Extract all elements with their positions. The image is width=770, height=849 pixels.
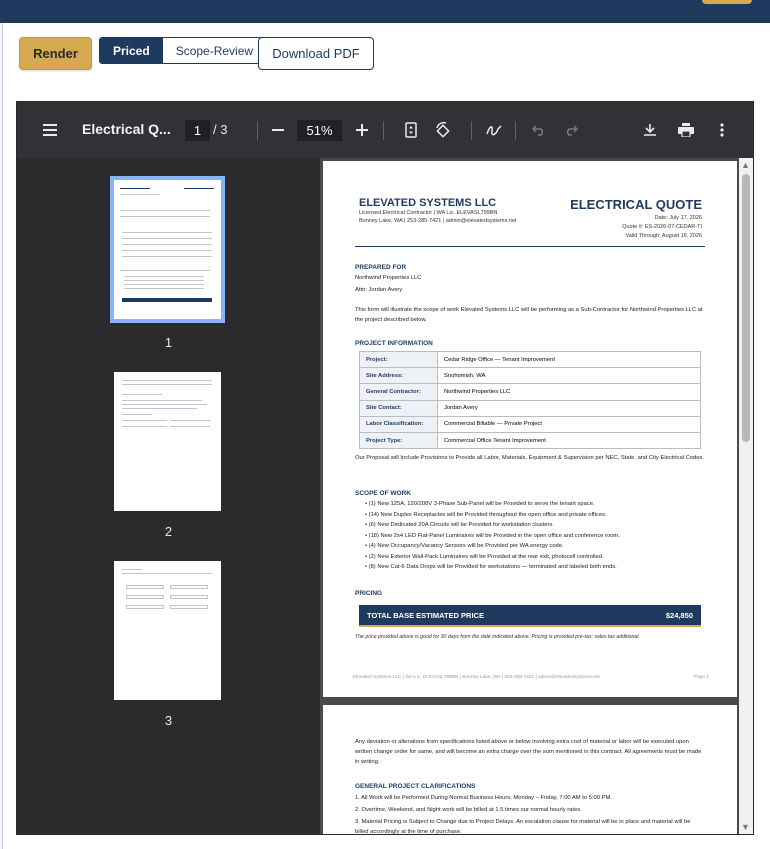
quote-date: Date: July 17, 2026 [654,215,702,221]
page-thumbnail[interactable] [114,372,221,511]
pdf-toolbar [17,102,753,158]
page-number-input[interactable]: 1 [185,120,210,141]
footer-page: Page 1 [693,675,709,680]
mode-toggle [99,37,267,64]
undo-icon[interactable] [527,118,551,142]
project-info-heading: PROJECT INFORMATION [355,340,433,347]
scope-item: • (1) New 125A, 120/208V 3-Phase Sub-Panel will be Provided to serve the tenant space. [365,501,595,507]
pdf-page-1 [323,161,737,697]
toolbar-divider [515,121,516,140]
scope-item: • (6) New Dedicated 20A Circuits will be Provided for workstation clusters. [365,522,554,528]
table-key: Site Contact: [360,400,438,416]
table-key: Site Address: [360,368,438,384]
quote-heading: ELECTRICAL QUOTE [570,197,702,212]
download-icon[interactable] [638,118,662,142]
intro-paragraph: This form will illustrate the scope of work Elevated Systems LLC will be performing as a Sub-Contractor for Northwind Properties LLC at the project described below. [355,307,703,323]
table-key: Project: [360,352,438,368]
scope-heading: SCOPE OF WORK [355,490,411,497]
table-row [360,416,701,432]
client-attn: Attn: Jordan Avery [355,287,403,293]
prepared-for-heading: PREPARED FOR [355,264,407,271]
project-info-table [359,351,701,449]
clarification-item: 3. Material Pricing is Subject to Change due to Project Delays. An escalation clause for material will be in place and material will be billed accordingly at the time of purchase. [355,819,691,834]
price-note: The price provided above is good for 30 days from the date indicated above. Pricing is provided pre-tax; sales tax additional. [355,634,640,640]
thumbnail-sidebar [17,158,320,834]
toolbar-divider [471,121,472,140]
table-row [360,368,701,384]
zoom-input[interactable]: 51% [297,120,342,141]
page-total: / 3 [213,122,228,137]
license-line: Licensed Electrical Contractor | WA Lic. ELEVASL799BN [359,210,498,216]
scope-item: • (8) New Cat-6 Data Drops will be Provided for workstations — terminated and labeled both ends. [365,564,617,570]
more-icon[interactable] [710,118,734,142]
page-thumbnail[interactable] [114,561,221,700]
redo-icon[interactable] [559,118,583,142]
pdf-page-2 [323,705,737,834]
table-row [360,432,701,448]
pricing-heading: PRICING [355,590,383,597]
annotate-icon[interactable] [482,118,506,142]
document-pane [320,158,753,834]
table-value: Commercial Office Tenant Improvement [438,432,701,448]
clarification-item: 1. All Work will be Performed During Normal Business Hours, Monday – Friday, 7:00 AM to 5:00 PM. [355,795,612,801]
clarifications-heading: GENERAL PROJECT CLARIFICATIONS [355,783,476,790]
total-price-value: $24,850 [665,610,693,620]
top-accent [702,0,752,4]
table-value: Commercial Billable — Private Project [438,416,701,432]
rotate-icon[interactable] [431,118,455,142]
table-row [360,384,701,400]
deviation-paragraph: Any deviation or alterations from specifications listed above or below involving extra cost of material or labor will be executed upon written change order for same, and will become an extra charge over the sum mentioned in this contract. All agreements must be made in writing. [355,739,702,765]
contact-line: Bonney Lake, WA | 253-285-7421 | admin@elevatedsystems.net [359,218,517,224]
page-thumbnail[interactable] [114,180,221,319]
print-icon[interactable] [674,118,698,142]
toolbar-divider [257,121,258,140]
total-price-label: TOTAL BASE ESTIMATED PRICE [367,610,484,620]
toolbar-divider [383,121,384,140]
download-pdf-button[interactable]: Download PDF [258,37,374,70]
table-key: Project Type: [360,432,438,448]
table-row [360,400,701,416]
quote-valid-through: Valid Through: August 16, 2026 [625,233,702,239]
fit-page-icon[interactable] [399,118,423,142]
provisions-paragraph: Our Proposal will Include Provisions to Provide all Labor, Materials, Equipment & Supervision per NEC, State, and City Electrical Codes. [355,455,704,461]
scope-item: • (2) New Exterior Wall-Pack Luminaires will be Provided at the rear exit, photocell controlled. [365,554,604,560]
document-title: Electrical Q... [82,121,171,137]
thumbnail-label: 1 [164,335,173,350]
vertical-scrollbar[interactable] [739,158,753,834]
company-name: ELEVATED SYSTEMS LLC [359,197,497,209]
pdf-viewer [16,101,754,835]
table-value: Snohomish, WA [438,368,701,384]
menu-icon[interactable] [38,118,62,142]
thumbnail-label: 2 [164,524,173,539]
table-value: Northwind Properties LLC [438,384,701,400]
scrollbar-thumb[interactable] [742,174,750,442]
table-key: Labor Classification: [360,416,438,432]
mode-priced-button[interactable]: Priced [100,38,163,63]
table-row [360,352,701,368]
scope-item: • (18) New 2x4 LED Flat-Panel Luminaires will be Provided in the open office and conference room. [365,533,620,539]
table-value: Jordan Avery [438,400,701,416]
footer-text: Elevated Systems LLC | WA Lic. ELEVASL799BN | Bonney Lake, WA | 253-285-7421 | admin@elevatedsystems.net [353,675,600,680]
zoom-out-icon[interactable] [266,118,290,142]
scope-item: • (14) New Duplex Receptacles will be Provided throughout the open office and private offices. [365,512,607,518]
total-price-bar [359,605,701,627]
zoom-in-icon[interactable] [350,118,374,142]
table-value: Cedar Ridge Office — Tenant Improvement [438,352,701,368]
scope-item: • (4) New Occupancy/Vacancy Sensors will be Provided per WA energy code. [365,543,564,549]
scroll-up-icon[interactable]: ▲ [741,160,750,170]
client-name: Northwind Properties LLC [355,275,422,281]
scroll-down-icon[interactable]: ▼ [741,822,750,832]
clarification-item: 2. Overtime, Weekend, and Night work will be billed at 1.5 times our normal hourly rates. [355,807,582,813]
page-footer [353,675,709,680]
render-button[interactable]: Render [19,37,92,70]
table-key: General Contractor: [360,384,438,400]
header-rule [355,246,705,247]
top-app-bar [0,0,770,23]
quote-number: Quote #: ES-2026-07-CEDAR-TI [622,224,702,230]
thumbnail-label: 3 [164,713,173,728]
mode-scope-review-button[interactable]: Scope-Review [163,38,266,63]
